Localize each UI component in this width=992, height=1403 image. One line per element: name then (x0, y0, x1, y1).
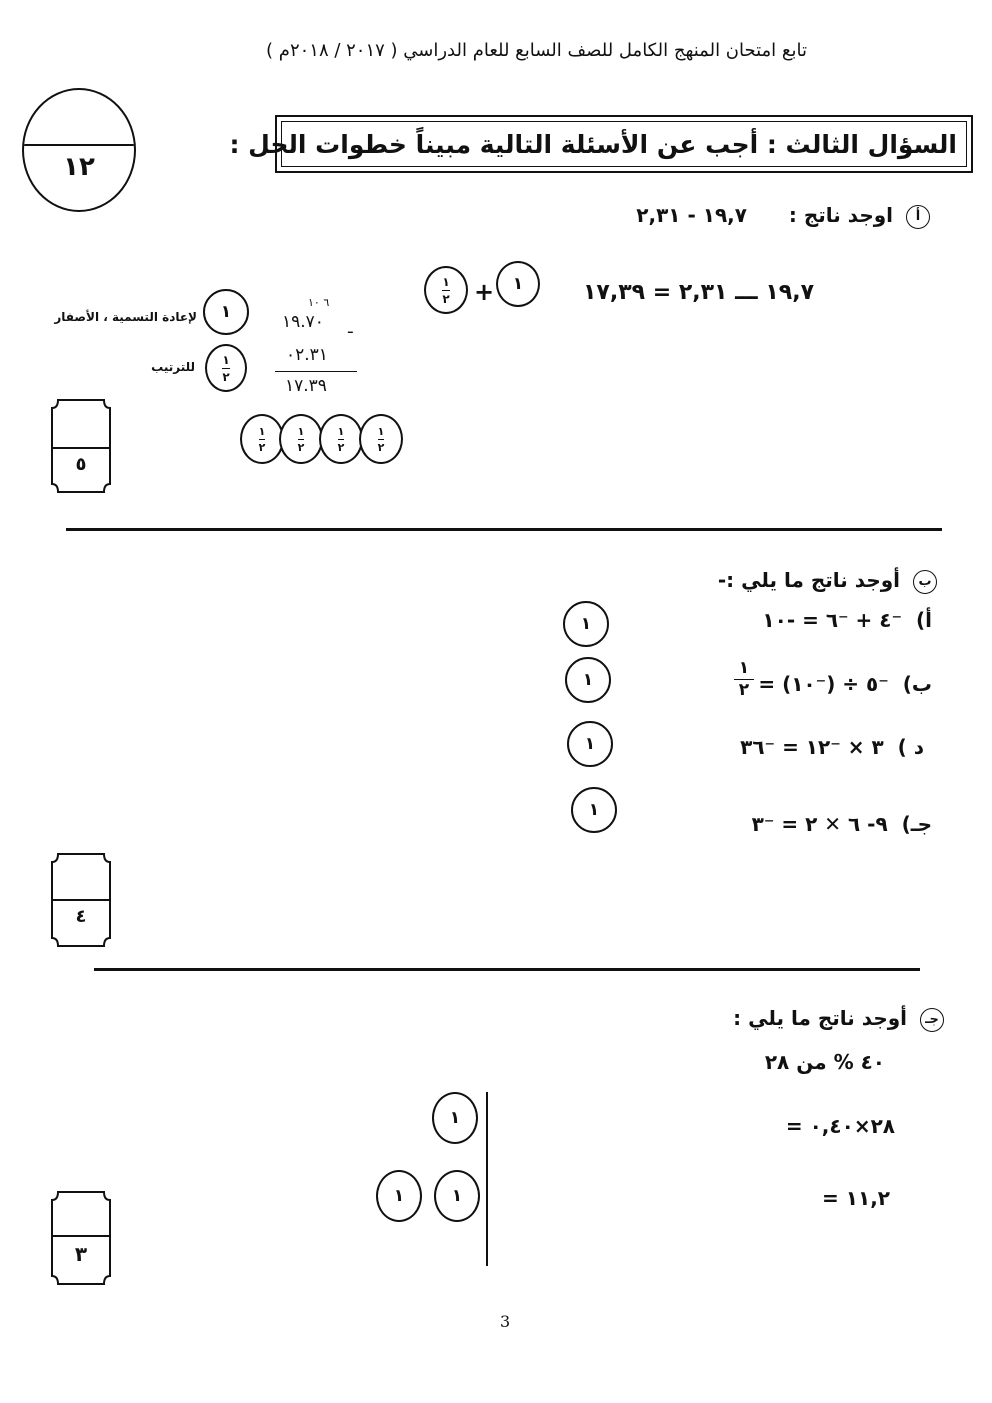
part-b-item-1-mark: ١ (563, 601, 609, 647)
part-b-score-badge (50, 852, 112, 948)
half-numerator: ١ (222, 352, 230, 367)
work-rule (275, 371, 357, 372)
half-mark-1: $\frac{١}{٢}$ (240, 414, 284, 464)
part-b-item-1: أ) ⁻٤ + ⁻٦ = -١٠ (762, 608, 932, 632)
question-title-box (229, 115, 973, 173)
page-number: 3 (500, 1312, 511, 1331)
part-a-expression: ١٩,٧ - ٢,٣١ (636, 203, 747, 227)
part-a-mark-one: ١ (496, 261, 540, 307)
renaming-mark: ١ (203, 289, 249, 335)
separator-2 (94, 968, 920, 971)
part-b-item-2: ب) ⁻٥ ÷ (⁻١٠) = (758, 672, 932, 696)
part-c-score-badge (50, 1190, 112, 1286)
part-b-item-2-mark: ١ (565, 657, 611, 703)
part-a-label: أ (906, 205, 930, 229)
part-b-item-3-mark: ١ (567, 721, 613, 767)
part-b-label: ب (913, 570, 937, 594)
part-c-prompt (733, 1006, 944, 1032)
part-a-score-badge (50, 398, 112, 494)
half-mark-4: $\frac{١}{٢}$ (359, 414, 403, 464)
half-mark-3: $\frac{١}{٢}$ (319, 414, 363, 464)
part-a-prompt-text: اوجد ناتج : (788, 203, 894, 227)
work-carry: ٦ ١٠ (308, 296, 330, 309)
total-mark-divider (24, 144, 134, 146)
part-b-prompt (718, 568, 937, 594)
work-second-number: ٠٢.٣١ (286, 345, 328, 365)
score-badge-frame (50, 852, 112, 948)
part-a-answer: ١٩,٧ ـــ ٢,٣١ = ١٧,٣٩ (582, 280, 814, 305)
ordering-note: للترتيب (151, 360, 195, 374)
half-denominator: ٢ (442, 291, 450, 306)
part-a-prompt (636, 203, 930, 229)
half-numerator: ١ (442, 274, 450, 289)
part-c-step-2: = ١١,٢ (822, 1186, 890, 1210)
work-result: ١٧.٣٩ (285, 376, 327, 396)
score-badge-frame (50, 1190, 112, 1286)
part-c-expression: ٤٠ % من ٢٨ (764, 1050, 885, 1074)
part-b-item-3: د ) ٣ × ⁻١٢ = ⁻٣٦ (740, 735, 924, 759)
part-b-prompt-text: أوجد ناتج ما يلي :- (717, 568, 901, 592)
total-mark-value: ١٢ (63, 152, 95, 182)
work-top-number: ١٩.٧٠ (282, 312, 324, 332)
part-c-mark-3: ١ (434, 1170, 480, 1222)
part-c-step-1: = ٢٨×٠,٤٠ (785, 1114, 895, 1138)
part-c-vertical-rule (486, 1092, 488, 1266)
exam-continuation-header: تابع امتحان المنهج الكامل للصف السابع للعام الدراسي ( ٢٠١٧ / ٢٠١٨م ) (266, 40, 807, 61)
part-c-score: ٣ (74, 1242, 88, 1266)
total-mark-circle (22, 88, 136, 212)
question-title: السؤال الثالث : أجب عن الأسئلة التالية مبيناً خطوات الحل : (229, 130, 957, 159)
work-minus: ـ (348, 318, 353, 337)
half-mark-2: $\frac{١}{٢}$ (279, 414, 323, 464)
score-badge-frame (50, 398, 112, 494)
separator-1 (66, 528, 942, 531)
part-b-item-4: جـ) ٩- ٦ ✕ ٢ = ⁻٣ (751, 812, 932, 836)
part-c-mark-1: ١ (432, 1092, 478, 1144)
part-b-item-4-mark: ١ (571, 787, 617, 833)
part-b-item-2-fraction: ١ ٢ (734, 660, 754, 699)
half-denominator: ٢ (222, 369, 230, 384)
part-c-mark-2: ١ (376, 1170, 422, 1222)
part-a-score: ٥ (75, 454, 87, 475)
part-a-plus: + (474, 278, 495, 306)
part-c-prompt-text: أوجد ناتج ما يلي : (733, 1006, 908, 1030)
renaming-note: لإعادة التسمية ، الأصفار (54, 310, 197, 324)
part-a-mark-half (424, 266, 468, 314)
part-b-score: ٤ (75, 906, 87, 927)
part-c-label: جـ (920, 1008, 944, 1032)
ordering-mark (205, 344, 247, 392)
